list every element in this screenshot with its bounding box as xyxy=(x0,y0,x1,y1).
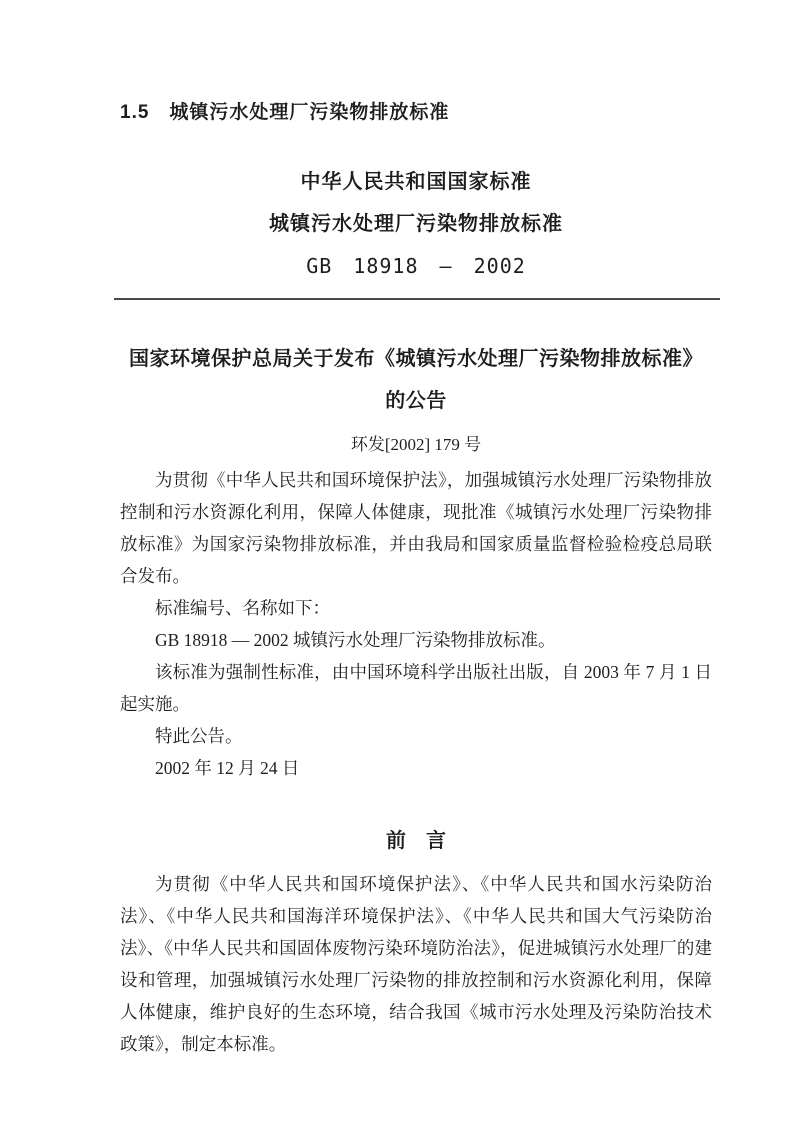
section-heading: 1.5 城镇污水处理厂污染物排放标准 xyxy=(120,102,450,123)
announcement-title xyxy=(120,338,712,422)
announcement-paragraph: GB 18918 — 2002 城镇污水处理厂污染物排放标准。 xyxy=(155,630,556,650)
foreword-title: 前 言 xyxy=(386,830,446,852)
header-divider-rule xyxy=(114,298,720,300)
announcement-date: 2002 年 12 月 24 日 xyxy=(155,758,300,778)
announcement-title-line1: 国家环境保护总局关于发布《城镇污水处理厂污染物排放标准》 xyxy=(129,348,703,370)
standard-code: GB 18918 — 2002 xyxy=(306,254,526,278)
announcement-paragraph: 标准编号、名称如下： xyxy=(155,598,330,618)
announcement-paragraph: 该标准为强制性标准，由中国环境科学出版社出版，自 2003 年 7 月 1 日起实施。 xyxy=(120,662,712,714)
announcement-title-line2: 的公告 xyxy=(385,390,447,412)
announcement-body xyxy=(120,464,712,784)
announcement-paragraph: 为贯彻《中华人民共和国环境保护法》，加强城镇污水处理厂污染物排放控制和污水资源化利用，保障人体健康，现批准《城镇污水处理厂污染物排放标准》为国家污染物排放标准，并由我局和国家质量监督检验检疫总局联合发布。 xyxy=(120,470,712,586)
foreword-paragraph: 为贯彻《中华人民共和国环境保护法》、《中华人民共和国水污染防治法》、《中华人民共和国海洋环境保护法》、《中华人民共和国大气污染防治法》、《中华人民共和国固体废物污染环境防治法》，促进城镇污水处理厂的建设和管理，加强城镇污水处理厂污染物的排放控制和污水资源化利用，保障人体健康，维护良好的生态环境，结合我国《城市污水处理及污染防治技术政策》，制定本标准。 xyxy=(120,874,712,1054)
standard-header xyxy=(120,168,712,280)
standard-header-name-line: 城镇污水处理厂污染物排放标准 xyxy=(269,213,563,235)
announcement-doc-number: 环发[2002] 179 号 xyxy=(350,435,482,454)
standard-header-country-line: 中华人民共和国国家标准 xyxy=(300,171,532,193)
foreword-body xyxy=(120,868,712,1060)
announcement-paragraph: 特此公告。 xyxy=(155,726,243,746)
